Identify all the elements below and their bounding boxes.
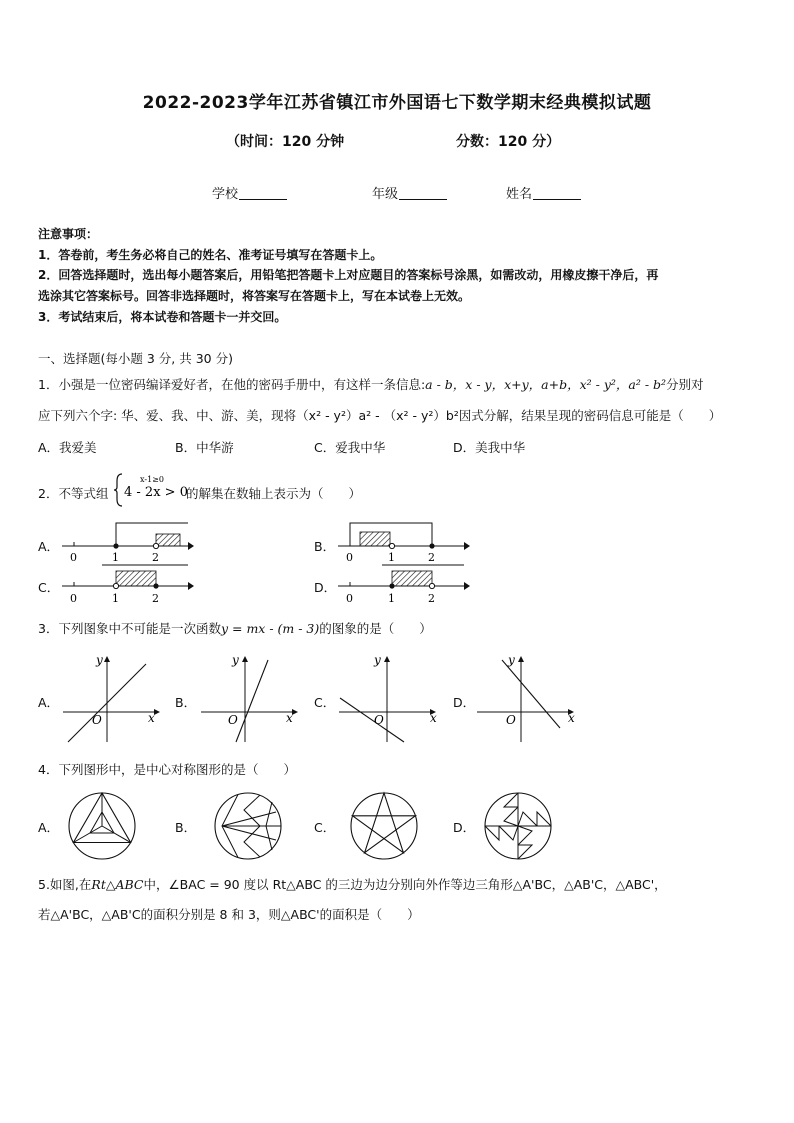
q3-text-pre: 3．下列图象中不可能是一次函数 — [38, 621, 221, 636]
q2-option-d[interactable]: D． — [314, 580, 337, 595]
q2-ineq-top: x-1≥0 — [140, 475, 164, 484]
school-label: 学校 — [212, 187, 239, 202]
grade-field — [372, 183, 447, 202]
svg-text:O: O — [228, 713, 238, 727]
exam-title: 2022-2023学年江苏省镇江市外国语七下数学期末经典模拟试题 — [142, 93, 652, 113]
question-2-pre: 2．不等式组 — [38, 486, 109, 501]
q3-option-c[interactable]: C． — [314, 695, 336, 710]
question-1-line-1 — [38, 375, 704, 393]
q5-math: Rt△ABC — [91, 877, 144, 892]
q4-option-b[interactable]: B． — [175, 820, 197, 835]
svg-text:x: x — [430, 711, 437, 725]
note-item-2a: 2．回答选择题时，选出每小题答案后，用铅笔把答题卡上对应题目的答案标号涂黑，如需改动，用橡皮擦干净后，再 — [38, 268, 659, 282]
svg-text:O: O — [92, 713, 102, 727]
svg-text:y: y — [232, 653, 239, 667]
svg-text:x: x — [148, 711, 155, 725]
q2-numberline-d — [336, 560, 471, 606]
svg-text:0: 0 — [346, 592, 353, 605]
q2-numberline-b — [336, 518, 471, 564]
question-4-line: 4．下列图形中，是中心对称图形的是（ ） — [38, 762, 296, 777]
svg-text:x: x — [568, 711, 575, 725]
question-5-line-1 — [38, 875, 667, 893]
q4-option-a[interactable]: A． — [38, 820, 60, 835]
line-graph — [236, 660, 268, 742]
q1-math: a - b，x - y，x+y，a+b，x² - y²，a² - b² — [425, 377, 667, 392]
q3-text-post: 的图象的是（ ） — [319, 621, 432, 636]
svg-text:2: 2 — [428, 592, 435, 605]
svg-text:y: y — [374, 653, 381, 667]
svg-text:1: 1 — [112, 592, 119, 605]
svg-text:y: y — [96, 653, 103, 667]
q4-figure-c — [346, 790, 426, 862]
question-5-line-2: 若△A'BC，△AB'C的面积分别是 8 和 3，则△ABC'的面积是（ ） — [38, 907, 420, 922]
name-blank — [533, 187, 581, 200]
question-1-line-2: 应下列六个字: 华、爱、我、中、游、美，现将（x² - y²）a² - （x² - y²）b²因式分解，结果呈现的密码信息可能是（ ） — [38, 408, 722, 423]
q2-option-b[interactable]: B． — [314, 539, 336, 554]
svg-text:y: y — [508, 653, 515, 667]
q1-option-a[interactable]: A．我爱美 — [38, 440, 97, 455]
svg-text:0: 0 — [346, 551, 353, 564]
score-label: 分数：120 分） — [456, 134, 561, 150]
q4-figure-d — [480, 790, 560, 862]
question-3-line — [38, 619, 432, 637]
solid-point — [389, 583, 394, 588]
school-field — [212, 183, 287, 202]
solid-point — [113, 543, 118, 548]
q1-text-pre: 1．小强是一位密码编译爱好者，在他的密码手册中，有这样一条信息: — [38, 377, 426, 392]
q2-numberline-c — [60, 560, 195, 606]
svg-text:x: x — [286, 711, 293, 725]
svg-text:O: O — [374, 713, 384, 727]
q4-option-c[interactable]: C． — [314, 820, 336, 835]
svg-text:1: 1 — [388, 592, 395, 605]
q4-figure-b — [210, 790, 290, 862]
q2-numberline-a — [60, 518, 195, 564]
solid-point — [153, 583, 158, 588]
q1-option-c[interactable]: C．爱我中华 — [314, 440, 386, 455]
grade-blank — [399, 187, 447, 200]
open-point — [153, 543, 158, 548]
svg-text:0: 0 — [70, 592, 77, 605]
name-label: 姓名 — [506, 187, 533, 202]
open-point — [389, 543, 394, 548]
note-item-2b: 选涂其它答案标号。回答非选择题时，将答案写在答题卡上，写在本试卷上无效。 — [38, 289, 471, 303]
q5-text-pre: 5.如图,在 — [38, 877, 92, 892]
svg-text:2: 2 — [152, 592, 159, 605]
q3-option-d[interactable]: D． — [453, 695, 476, 710]
q2-option-a[interactable]: A． — [38, 539, 60, 554]
svg-text:2: 2 — [428, 551, 435, 564]
solid-point — [429, 543, 434, 548]
school-blank — [239, 187, 287, 200]
name-field — [506, 183, 581, 202]
q2-ineq-bottom: 4 - 2x > 0 — [124, 485, 188, 500]
q3-formula: y = mx - (m - 3) — [220, 621, 320, 636]
q5-text-mid: 中，∠BAC = 90 度以 Rt△ABC 的三边为边分别向外作等边三角形△A'BC，△AB'C，△ABC'， — [143, 877, 667, 892]
question-2-post: 的解集在数轴上表示为（ ） — [186, 486, 362, 501]
note-item-1: 1．答卷前，考生务必将自己的姓名、准考证号填写在答题卡上。 — [38, 248, 383, 262]
q1-text-post: 分别对 — [666, 377, 704, 392]
svg-text:1: 1 — [388, 551, 395, 564]
notes-heading: 注意事项： — [38, 227, 99, 241]
q3-graph-c — [334, 650, 444, 745]
section-heading: 一、选择题(每小题 3 分, 共 30 分) — [38, 351, 233, 366]
grade-label: 年级 — [372, 187, 399, 202]
q1-option-b[interactable]: B．中华游 — [175, 440, 234, 455]
q4-figure-a — [64, 790, 144, 862]
time-label: （时间：120 分钟 — [226, 134, 345, 150]
open-point — [113, 583, 118, 588]
svg-text:O: O — [506, 713, 516, 727]
q3-graph-d — [472, 650, 582, 745]
q2-option-c[interactable]: C． — [38, 580, 60, 595]
open-point — [429, 583, 434, 588]
svg-text:0: 0 — [70, 551, 77, 564]
q3-option-a[interactable]: A． — [38, 695, 60, 710]
q1-option-d[interactable]: D．美我中华 — [453, 440, 526, 455]
q3-graph-a — [58, 650, 168, 745]
q4-option-d[interactable]: D． — [453, 820, 476, 835]
line-graph — [340, 698, 404, 742]
q3-option-b[interactable]: B． — [175, 695, 197, 710]
svg-text:2: 2 — [152, 551, 159, 564]
note-item-3: 3．考试结束后，将本试卷和答题卡一并交回。 — [38, 310, 287, 324]
svg-text:1: 1 — [112, 551, 119, 564]
q3-graph-b — [196, 650, 306, 745]
q2-inequality-system — [114, 472, 194, 508]
